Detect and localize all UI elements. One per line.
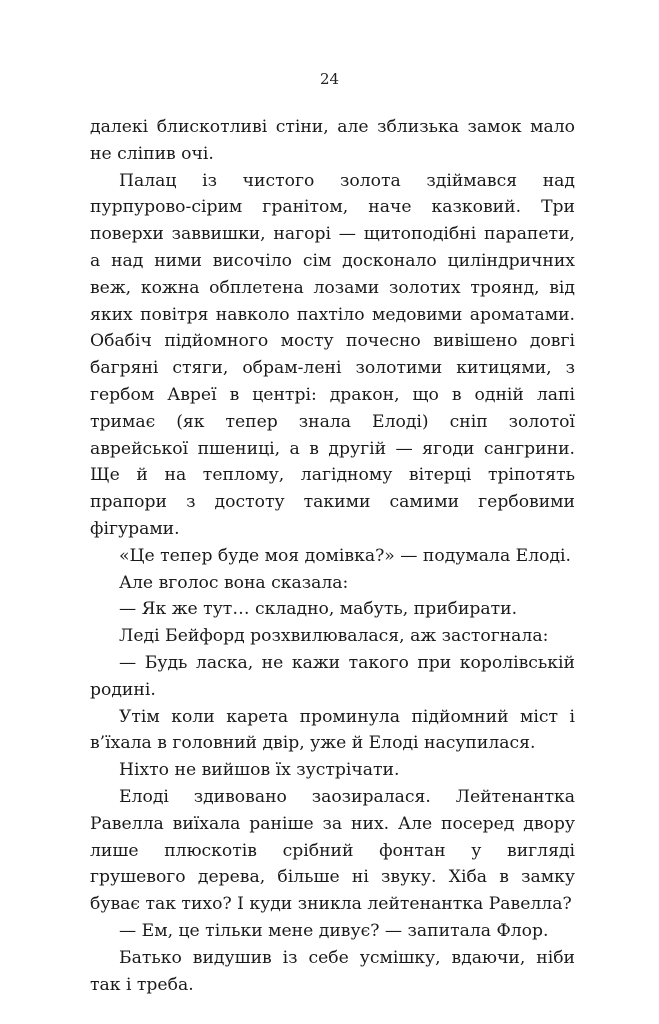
paragraph-continuation: далекі блискотливі стіни, але зблизька замок мало не сліпив очі.	[90, 117, 575, 164]
dialogue-line: — Будь ласка, не кажи такого при королівській родині.	[90, 652, 575, 700]
paragraph: «Це тепер буде моя домівка?» — подумала Елоді.	[119, 545, 572, 566]
paragraph: Елоді здивовано заозиралася. Лейтенантка Равелла виїхала раніше за них. Але посеред двору лише плюскотів срібний фонтан у вигляді грушевого дерева, більше ні звуку. Хіба в замку буває так тихо? І куди зникла лейтенантка Равелла?	[90, 786, 575, 915]
paragraph: Леді Бейфорд розхвилювалася, аж застогнала:	[119, 626, 549, 647]
page-body-text	[90, 114, 575, 998]
paragraph: Утім коли карета проминула підйомний міст і в’їхала в головний двір, уже й Елоді насупилася.	[90, 706, 575, 754]
page-number: 24	[319, 70, 340, 88]
dialogue-line: — Як же тут… складно, мабуть, прибирати.	[119, 599, 518, 620]
paragraph: Але вголос вона сказала:	[119, 572, 349, 593]
paragraph: Палац із чистого золота здіймався над пурпурово-сірим гранітом, наче казковий. Три поверхи заввишки, нагорі — щитоподібні парапети, а над ними височіло сім досконало циліндричних веж, кожна обплетена лозами золотих троянд, від яких повітря навколо пахтіло медовими ароматами. Обабіч підйомного мосту почесно вивішено довгі багряні стяги, обрам-лені золотими китицями, з гербом Авреї в центрі: дракон, що в одній лапі тримає (як тепер знала Елоді) сніп золотої аврейської пшениці, а в другій — ягоди сангрини. Ще й на теплому, лагідному вітерці тріпотять прапори з достоту такими самими гербовими фігурами.	[90, 170, 575, 539]
dialogue-line: — Ем, це тільки мене дивує? — запитала Флор.	[119, 920, 549, 941]
paragraph: Батько видушив із себе усмішку, вдаючи, ніби так і треба.	[90, 947, 575, 995]
paragraph: Ніхто не вийшов їх зустрічати.	[119, 760, 400, 781]
